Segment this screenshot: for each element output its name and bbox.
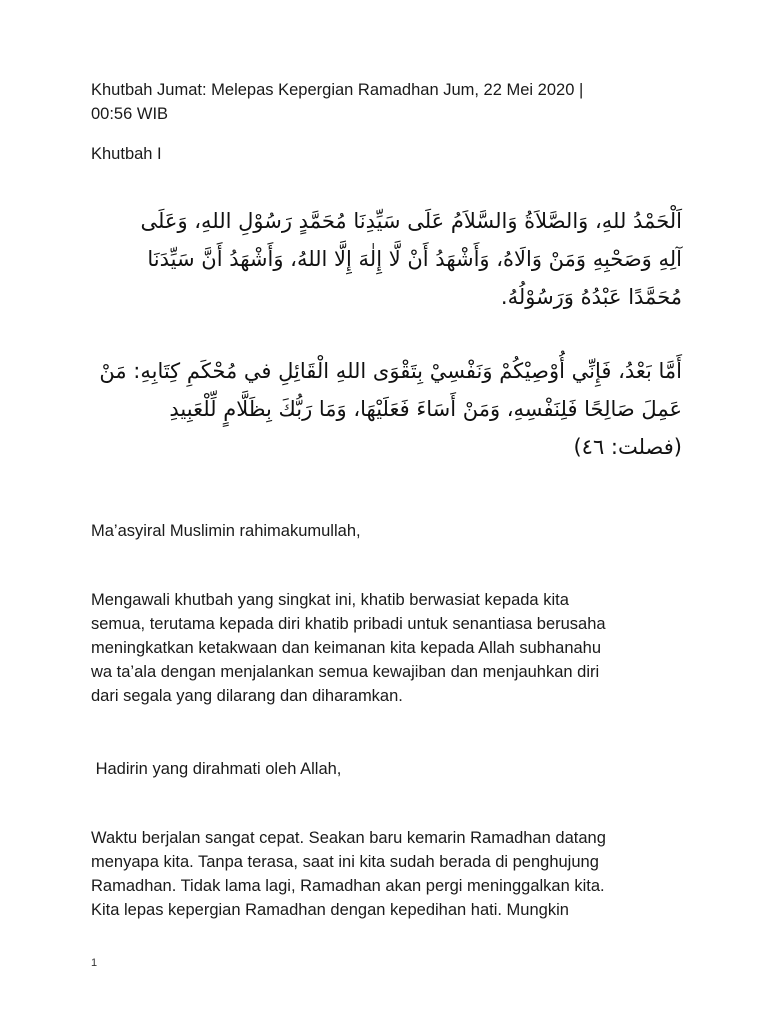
title-line-1: Khutbah Jumat: Melepas Kepergian Ramadhan Jum, 22 Mei 2020 | bbox=[91, 81, 584, 99]
arabic-opening-line-2: آلِهِ وَصَحْبِهِ وَمَنْ وَالَاهُ، وَأَشْهَدُ أَنْ لَّا إِلٰهَ إِلَّا اللهُ، وَأَشْهَدُ أَنَّ سَيِّدَنَا bbox=[147, 247, 682, 271]
title-line-2: 00:56 WIB bbox=[91, 105, 169, 123]
arabic-amma-line-2: عَمِلَ صَالِحًا فَلِنَفْسِهِ، وَمَنْ أَسَاءَ فَعَلَيْهَا، وَمَا رَبُّكَ بِظَلَّامٍ لِّلْعَبِيدِ bbox=[169, 397, 682, 421]
arabic-amma-line-3: (فصلت: ٤٦) bbox=[573, 435, 682, 459]
paragraph2-line-2: menyapa kita. Tanpa terasa, saat ini kita sudah berada di penghujung bbox=[91, 853, 599, 871]
arabic-opening bbox=[88, 202, 682, 316]
arabic-amma-line-1: أَمَّا بَعْدُ، فَإِنِّي أُوْصِيْكُمْ وَنَفْسِيْ بِتَقْوَى اللهِ الْقَائِلِ في مُحْكَمِ كِتَابِهِ: مَنْ bbox=[99, 359, 682, 383]
greeting-line: Ma’asyiral Muslimin rahimakumullah, bbox=[91, 522, 361, 540]
arabic-opening-line-3: مُحَمَّدًا عَبْدُهُ وَرَسُوْلُهُ. bbox=[500, 285, 682, 309]
arabic-opening-line-1: اَلْحَمْدُ للهِ، وَالصَّلاَةُ وَالسَّلاَمُ عَلَى سَيِّدِنَا مُحَمَّدٍ رَسُوْلِ اللهِ، وَعَلَى bbox=[140, 209, 682, 233]
paragraph1-line-1: Mengawali khutbah yang singkat ini, khatib berwasiat kepada kita bbox=[91, 591, 569, 609]
paragraph1-line-4: wa ta’ala dengan menjalankan semua kewajiban dan menjauhkan diri bbox=[91, 663, 600, 681]
paragraph2-line-3: Ramadhan. Tidak lama lagi, Ramadhan akan pergi meninggalkan kita. bbox=[91, 877, 605, 895]
arabic-amma-badu bbox=[88, 352, 682, 466]
paragraph2-line-1: Waktu berjalan sangat cepat. Seakan baru kemarin Ramadhan datang bbox=[91, 829, 606, 847]
paragraph1-line-5: dari segala yang dilarang dan diharamkan. bbox=[91, 687, 403, 705]
greeting2-line: Hadirin yang dirahmati oleh Allah, bbox=[91, 760, 342, 778]
paragraph2-line-4: Kita lepas kepergian Ramadhan dengan kepedihan hati. Mungkin bbox=[91, 901, 569, 919]
paragraph1-line-2: semua, terutama kepada diri khatib pribadi untuk senantiasa berusaha bbox=[91, 615, 606, 633]
page-number: 1 bbox=[91, 957, 98, 969]
section-heading: Khutbah I bbox=[91, 145, 162, 163]
paragraph1-line-3: meningkatkan ketakwaan dan keimanan kita kepada Allah subhanahu bbox=[91, 639, 602, 657]
